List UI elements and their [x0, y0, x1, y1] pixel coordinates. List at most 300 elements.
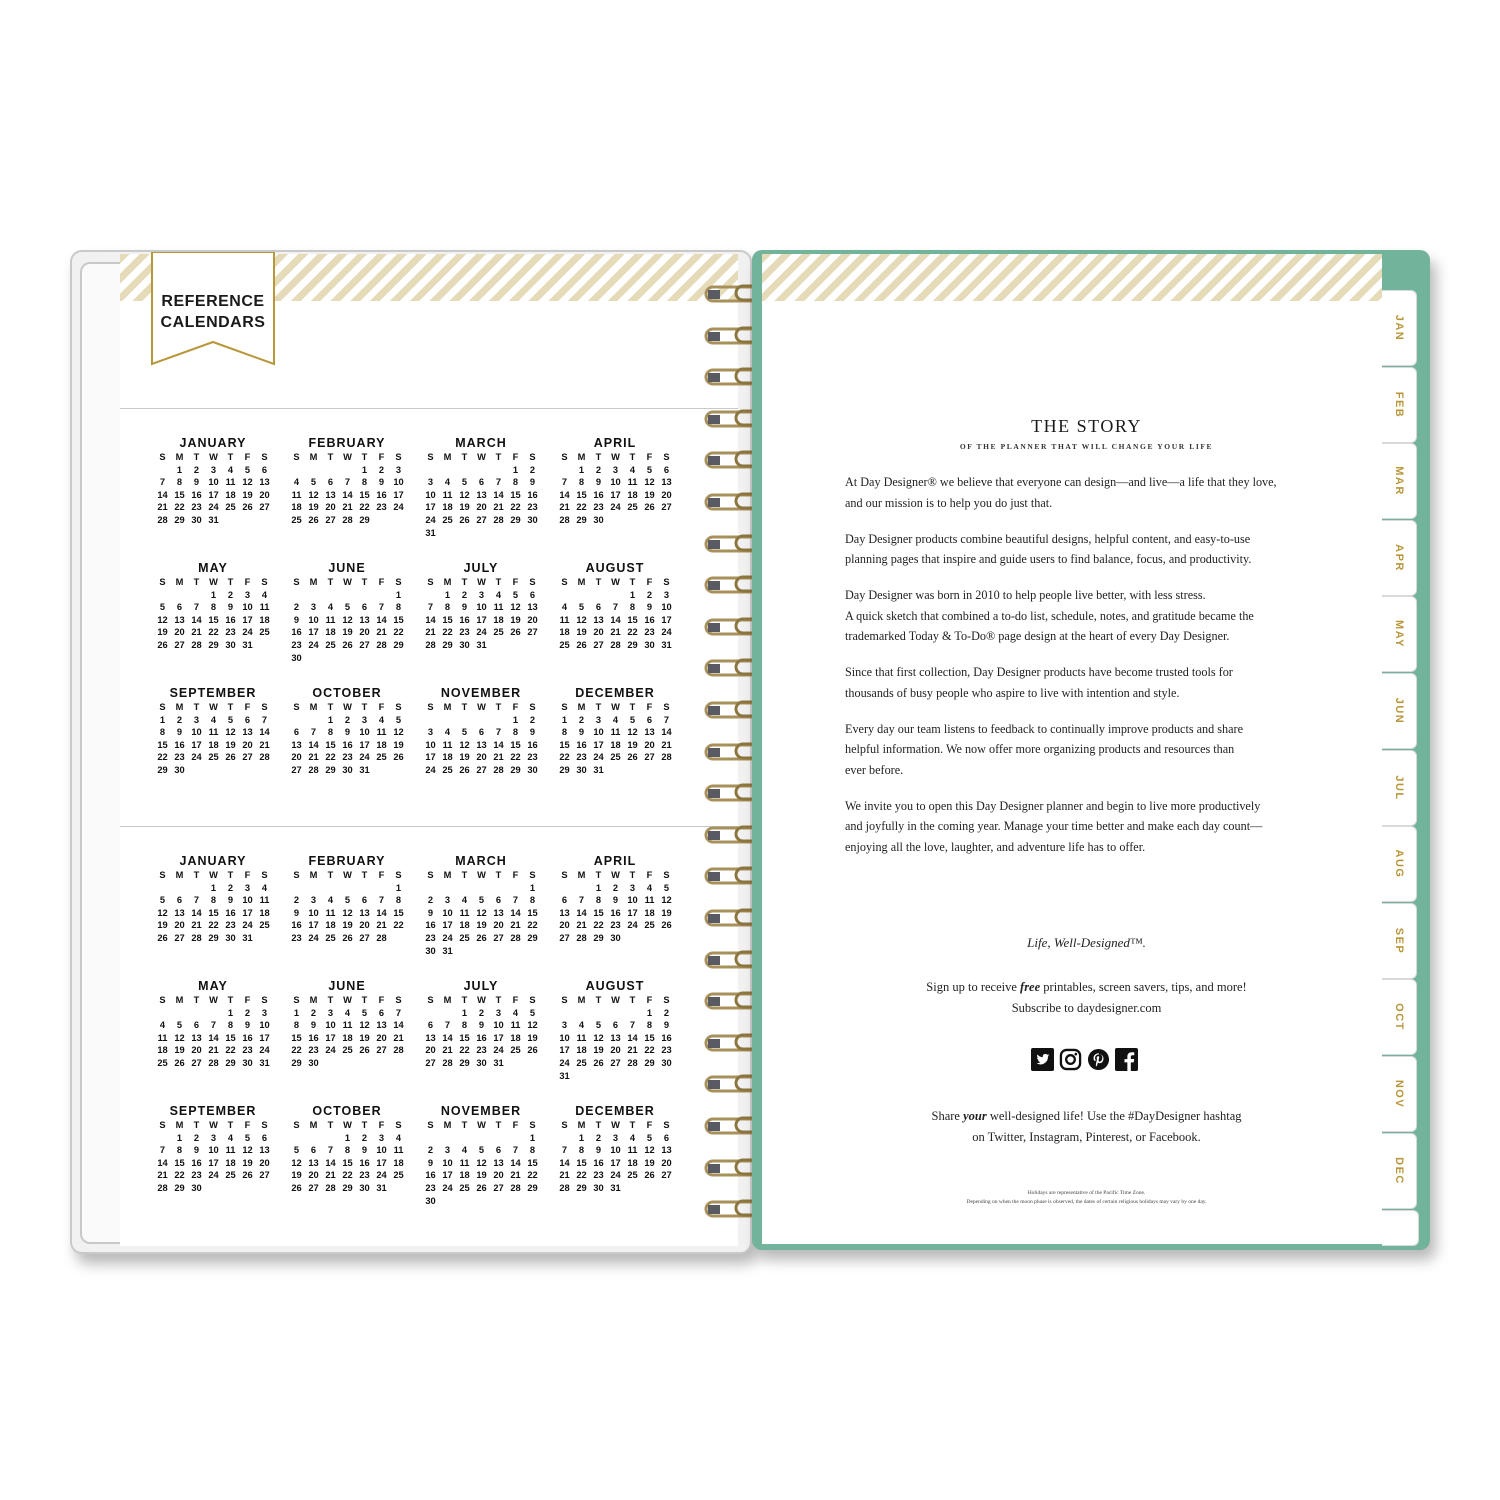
day-number: 7: [193, 895, 200, 906]
day-number: 18: [393, 1157, 404, 1168]
day-number: 12: [459, 489, 470, 500]
month-tab-apr[interactable]: [1382, 520, 1417, 596]
day-number: 26: [291, 1182, 302, 1193]
weekday-header: F: [512, 995, 519, 1005]
weekday-header: S: [395, 870, 402, 880]
day-number: 13: [610, 1032, 621, 1043]
day-number: 1: [444, 589, 451, 600]
day-number: 4: [210, 714, 217, 725]
instagram-icon[interactable]: [1059, 1048, 1082, 1071]
empty-cell: [154, 1008, 171, 1021]
day-number: 27: [425, 1057, 436, 1068]
day-number: 27: [493, 932, 504, 943]
day-number: 6: [663, 464, 670, 475]
weekday-header: S: [293, 1120, 300, 1130]
signup-pre: Sign up to receive: [926, 980, 1021, 994]
day-number: 11: [325, 907, 336, 918]
day-number: 29: [559, 764, 570, 775]
day-number: 24: [593, 752, 604, 763]
day-number: 22: [510, 752, 521, 763]
day-number: 13: [242, 727, 253, 738]
day-number: 5: [293, 1145, 300, 1156]
weekday-header: M: [577, 1120, 586, 1130]
weekday-header: T: [495, 577, 502, 587]
month-tab-sep[interactable]: [1382, 903, 1417, 979]
day-number: 10: [610, 1145, 621, 1156]
day-number: 21: [376, 920, 387, 931]
month-name: JUNE: [328, 979, 366, 993]
day-number: 25: [259, 627, 270, 638]
weekday-header: F: [512, 702, 519, 712]
weekday-header: S: [561, 702, 568, 712]
empty-cell: [305, 883, 322, 896]
day-number: 17: [425, 752, 436, 763]
day-grid: [422, 702, 544, 778]
day-number: 16: [644, 614, 655, 625]
day-number: 2: [227, 882, 234, 893]
day-number: 1: [512, 464, 519, 475]
weekday-header: W: [343, 870, 352, 880]
day-number: 18: [493, 614, 504, 625]
day-number: 17: [376, 1157, 387, 1168]
day-number: 11: [510, 1020, 521, 1031]
banner-label: [150, 291, 276, 333]
empty-cell: [205, 1008, 222, 1021]
day-number: 29: [576, 514, 587, 525]
day-number: 20: [376, 1032, 387, 1043]
day-number: 15: [593, 907, 604, 918]
day-number: 23: [459, 627, 470, 638]
day-number: 22: [459, 1045, 470, 1056]
day-number: 9: [427, 907, 434, 918]
day-number: 14: [259, 727, 270, 738]
month-tab-mar[interactable]: [1382, 443, 1417, 519]
day-number: 28: [157, 1182, 168, 1193]
day-number: 8: [646, 1020, 653, 1031]
day-number: 22: [442, 627, 453, 638]
day-number: 28: [191, 932, 202, 943]
weekday-header: S: [293, 452, 300, 462]
day-number: 16: [191, 489, 202, 500]
day-number: 7: [629, 1020, 636, 1031]
day-number: 12: [527, 1020, 538, 1031]
day-number: 17: [593, 739, 604, 750]
day-grid: [154, 702, 276, 778]
day-number: 15: [174, 1157, 185, 1168]
empty-cell: [154, 590, 171, 603]
empty-cell: [154, 883, 171, 896]
day-number: 18: [208, 739, 219, 750]
day-number: 27: [493, 1182, 504, 1193]
empty-cell: [188, 883, 205, 896]
day-number: 13: [259, 1145, 270, 1156]
day-number: 9: [193, 477, 200, 488]
weekday-header: F: [244, 870, 251, 880]
day-number: 1: [210, 589, 217, 600]
day-number: 17: [191, 739, 202, 750]
month-tab-label: NOV: [1393, 1079, 1405, 1109]
day-number: 4: [578, 1020, 585, 1031]
day-number: 19: [661, 907, 672, 918]
tab-strip-end: [1382, 1210, 1419, 1246]
day-number: 24: [661, 627, 672, 638]
day-number: 22: [208, 627, 219, 638]
day-number: 10: [259, 1020, 270, 1031]
day-number: 25: [644, 920, 655, 931]
day-number: 3: [310, 895, 317, 906]
subscribe-link[interactable]: Subscribe to daydesigner.com: [1011, 1001, 1162, 1015]
day-number: 28: [157, 514, 168, 525]
day-number: 30: [225, 932, 236, 943]
day-number: 12: [476, 1157, 487, 1168]
weekday-header: W: [477, 1120, 486, 1130]
month-name: JANUARY: [179, 854, 247, 868]
day-number: 13: [644, 727, 655, 738]
day-number: 30: [661, 1057, 672, 1068]
pinterest-icon[interactable]: [1087, 1048, 1110, 1071]
empty-cell: [590, 1008, 607, 1021]
day-number: 16: [225, 614, 236, 625]
month-name: JULY: [463, 561, 499, 575]
day-number: 14: [157, 489, 168, 500]
weekday-header: T: [595, 995, 602, 1005]
empty-cell: [490, 1133, 507, 1146]
day-number: 15: [291, 1032, 302, 1043]
empty-cell: [322, 883, 339, 896]
weekday-header: S: [561, 870, 568, 880]
day-number: 18: [510, 1032, 521, 1043]
day-number: 27: [174, 932, 185, 943]
day-number: 8: [461, 1020, 468, 1031]
facebook-icon[interactable]: [1115, 1048, 1138, 1071]
day-number: 20: [325, 502, 336, 513]
day-number: 26: [308, 514, 319, 525]
day-number: 15: [527, 1157, 538, 1168]
day-number: 8: [344, 1145, 351, 1156]
fineprint-line-2: Depending on when the moon phase is observed, the dates of certain religious holidays may vary by one day.: [966, 1199, 1207, 1205]
empty-cell: [473, 1133, 490, 1146]
day-number: 12: [593, 1032, 604, 1043]
day-number: 14: [308, 739, 319, 750]
day-number: 3: [444, 1145, 451, 1156]
day-number: 5: [646, 464, 653, 475]
day-number: 13: [425, 1032, 436, 1043]
day-number: 21: [559, 502, 570, 513]
day-grid: [154, 1120, 276, 1196]
day-number: 20: [661, 489, 672, 500]
empty-cell: [305, 1133, 322, 1146]
day-number: 21: [157, 1170, 168, 1181]
day-number: 5: [344, 602, 351, 613]
weekday-header: M: [443, 702, 452, 712]
weekday-header: S: [427, 1120, 434, 1130]
month-calendar: [418, 1104, 544, 1208]
day-number: 29: [527, 1182, 538, 1193]
story-paragraph: [845, 472, 1315, 513]
day-number: 1: [210, 882, 217, 893]
day-number: 18: [627, 1157, 638, 1168]
weekday-header: S: [395, 577, 402, 587]
day-number: 23: [291, 932, 302, 943]
day-number: 23: [291, 639, 302, 650]
day-number: 3: [629, 882, 636, 893]
signup-post: printables, screen savers, tips, and more!: [1040, 980, 1247, 994]
day-number: 15: [208, 614, 219, 625]
day-number: 22: [627, 627, 638, 638]
day-number: 17: [208, 489, 219, 500]
day-number: 21: [308, 752, 319, 763]
month-tab-feb[interactable]: [1382, 367, 1417, 443]
month-calendar: [284, 561, 410, 665]
month-tab-nov[interactable]: [1382, 1056, 1417, 1132]
story-line: helpful information. We now offer more organizing products and resources than: [845, 742, 1235, 756]
day-number: 25: [627, 1170, 638, 1181]
day-grid: [422, 870, 544, 958]
day-number: 20: [425, 1045, 436, 1056]
day-number: 31: [208, 514, 219, 525]
month-calendar: [284, 854, 410, 946]
day-number: 28: [425, 639, 436, 650]
day-number: 21: [208, 1045, 219, 1056]
day-number: 7: [159, 477, 166, 488]
weekday-header: M: [443, 452, 452, 462]
day-number: 15: [393, 907, 404, 918]
day-number: 8: [210, 602, 217, 613]
day-number: 23: [610, 920, 621, 931]
day-number: 24: [425, 514, 436, 525]
day-number: 27: [191, 1057, 202, 1068]
day-number: 8: [444, 602, 451, 613]
day-number: 2: [361, 1132, 368, 1143]
day-number: 27: [359, 932, 370, 943]
day-number: 12: [157, 614, 168, 625]
weekday-header: W: [477, 995, 486, 1005]
day-number: 11: [576, 1032, 587, 1043]
month-tab-jun[interactable]: [1382, 673, 1417, 749]
day-number: 16: [527, 739, 538, 750]
day-number: 11: [627, 477, 638, 488]
day-number: 23: [593, 502, 604, 513]
day-number: 23: [359, 1170, 370, 1181]
day-number: 14: [425, 614, 436, 625]
empty-cell: [473, 715, 490, 728]
day-number: 4: [444, 477, 451, 488]
day-grid: [288, 577, 410, 665]
day-number: 29: [644, 1057, 655, 1068]
month-tab-label: MAR: [1393, 466, 1405, 496]
day-number: 24: [325, 1045, 336, 1056]
empty-cell: [356, 883, 373, 896]
day-number: 17: [493, 1032, 504, 1043]
day-grid: [288, 702, 410, 778]
month-tab-may[interactable]: [1382, 596, 1417, 672]
day-number: 3: [210, 1132, 217, 1143]
month-name: JANUARY: [179, 436, 247, 450]
weekday-header: S: [159, 452, 166, 462]
month-tab-label: JUN: [1393, 697, 1405, 725]
month-tab-jul[interactable]: [1382, 750, 1417, 826]
day-number: 30: [527, 514, 538, 525]
day-number: 5: [176, 1020, 183, 1031]
day-number: 19: [242, 489, 253, 500]
day-number: 21: [191, 627, 202, 638]
month-tab-jan[interactable]: [1382, 290, 1417, 366]
day-number: 6: [495, 895, 502, 906]
empty-cell: [322, 590, 339, 603]
day-number: 29: [510, 764, 521, 775]
day-number: 7: [261, 714, 268, 725]
month-name: JUNE: [328, 561, 366, 575]
day-number: 9: [293, 614, 300, 625]
right-header-stripe: [762, 254, 1382, 301]
day-number: 31: [610, 1182, 621, 1193]
day-number: 14: [442, 1032, 453, 1043]
day-number: 19: [593, 1045, 604, 1056]
day-number: 19: [576, 627, 587, 638]
day-number: 8: [578, 1145, 585, 1156]
day-number: 4: [327, 602, 334, 613]
day-number: 2: [244, 1007, 251, 1018]
day-number: 21: [610, 627, 621, 638]
day-number: 17: [442, 1170, 453, 1181]
day-number: 27: [644, 752, 655, 763]
story-line: At Day Designer® we believe that everyone can design—and live—a life that they love,: [845, 475, 1277, 489]
day-number: 2: [176, 714, 183, 725]
weekday-header: S: [663, 577, 670, 587]
story-line: and our mission is to help you do just that.: [845, 495, 1053, 510]
weekday-header: T: [193, 452, 200, 462]
day-number: 23: [661, 1045, 672, 1056]
day-number: 25: [627, 502, 638, 513]
day-number: 7: [578, 895, 585, 906]
day-number: 2: [529, 464, 536, 475]
day-number: 5: [578, 602, 585, 613]
share-line-2: on Twitter, Instagram, Pinterest, or Facebook.: [972, 1130, 1201, 1144]
weekday-header: S: [261, 702, 268, 712]
day-number: 8: [293, 1020, 300, 1031]
weekday-header: S: [663, 452, 670, 462]
day-number: 8: [395, 602, 402, 613]
weekday-header: S: [261, 1120, 268, 1130]
day-number: 19: [157, 920, 168, 931]
day-number: 4: [395, 1132, 402, 1143]
day-number: 25: [208, 752, 219, 763]
day-number: 31: [593, 764, 604, 775]
day-number: 14: [493, 739, 504, 750]
day-number: 28: [493, 764, 504, 775]
weekday-header: W: [477, 452, 486, 462]
day-number: 31: [476, 639, 487, 650]
day-number: 16: [576, 739, 587, 750]
day-number: 23: [225, 920, 236, 931]
weekday-header: T: [461, 870, 468, 880]
day-number: 20: [174, 920, 185, 931]
day-number: 8: [210, 895, 217, 906]
day-number: 13: [174, 907, 185, 918]
fineprint-line-1: Holidays are representative of the Pacific Time Zone.: [1027, 1190, 1146, 1196]
day-number: 6: [595, 602, 602, 613]
day-number: 13: [661, 1145, 672, 1156]
day-number: 10: [359, 727, 370, 738]
day-number: 6: [646, 714, 653, 725]
day-number: 12: [627, 727, 638, 738]
day-number: 2: [595, 464, 602, 475]
day-number: 8: [512, 727, 519, 738]
day-number: 4: [461, 895, 468, 906]
day-number: 13: [359, 614, 370, 625]
day-number: 22: [393, 920, 404, 931]
day-number: 3: [244, 882, 251, 893]
day-number: 26: [342, 932, 353, 943]
month-tab-aug[interactable]: [1382, 826, 1417, 902]
day-number: 3: [478, 589, 485, 600]
banner-line-2: CALENDARS: [160, 314, 266, 331]
day-number: 30: [342, 764, 353, 775]
day-number: 11: [291, 489, 302, 500]
weekday-header: S: [427, 995, 434, 1005]
day-number: 2: [461, 589, 468, 600]
day-number: 29: [593, 932, 604, 943]
empty-cell: [322, 1133, 339, 1146]
share-pre: Share: [931, 1109, 964, 1123]
month-name: AUGUST: [585, 979, 645, 993]
day-number: 10: [610, 477, 621, 488]
month-tab-dec[interactable]: [1382, 1133, 1417, 1209]
day-number: 14: [376, 614, 387, 625]
weekday-header: T: [461, 1120, 468, 1130]
weekday-header: F: [646, 995, 653, 1005]
day-number: 4: [444, 727, 451, 738]
twitter-icon[interactable]: [1031, 1048, 1054, 1071]
day-number: 14: [493, 489, 504, 500]
day-number: 22: [644, 1045, 655, 1056]
day-number: 17: [442, 920, 453, 931]
day-number: 20: [259, 1157, 270, 1168]
story-subtitle: OF THE PLANNER THAT WILL CHANGE YOUR LIFE: [959, 442, 1214, 451]
weekday-header: F: [244, 995, 251, 1005]
day-number: 26: [393, 752, 404, 763]
empty-cell: [556, 590, 573, 603]
day-number: 26: [242, 1170, 253, 1181]
day-number: 24: [610, 1170, 621, 1181]
day-number: 28: [191, 639, 202, 650]
day-number: 29: [510, 514, 521, 525]
weekday-header: T: [327, 870, 334, 880]
day-number: 2: [529, 714, 536, 725]
weekday-header: T: [629, 452, 636, 462]
day-number: 4: [227, 464, 234, 475]
month-tab-oct[interactable]: [1382, 979, 1417, 1055]
weekday-header: W: [209, 995, 218, 1005]
day-number: 21: [342, 502, 353, 513]
month-name: OCTOBER: [312, 686, 382, 700]
day-number: 29: [325, 764, 336, 775]
day-number: 1: [578, 464, 585, 475]
day-grid: [556, 870, 678, 946]
weekday-header: T: [227, 1120, 234, 1130]
weekday-header: M: [443, 995, 452, 1005]
day-number: 18: [459, 920, 470, 931]
day-number: 30: [425, 1195, 436, 1206]
empty-cell: [456, 715, 473, 728]
month-calendar: [284, 979, 410, 1071]
day-number: 3: [427, 727, 434, 738]
weekday-header: W: [477, 577, 486, 587]
day-number: 18: [442, 502, 453, 513]
day-number: 4: [561, 602, 568, 613]
weekday-header: W: [611, 702, 620, 712]
day-number: 21: [259, 739, 270, 750]
